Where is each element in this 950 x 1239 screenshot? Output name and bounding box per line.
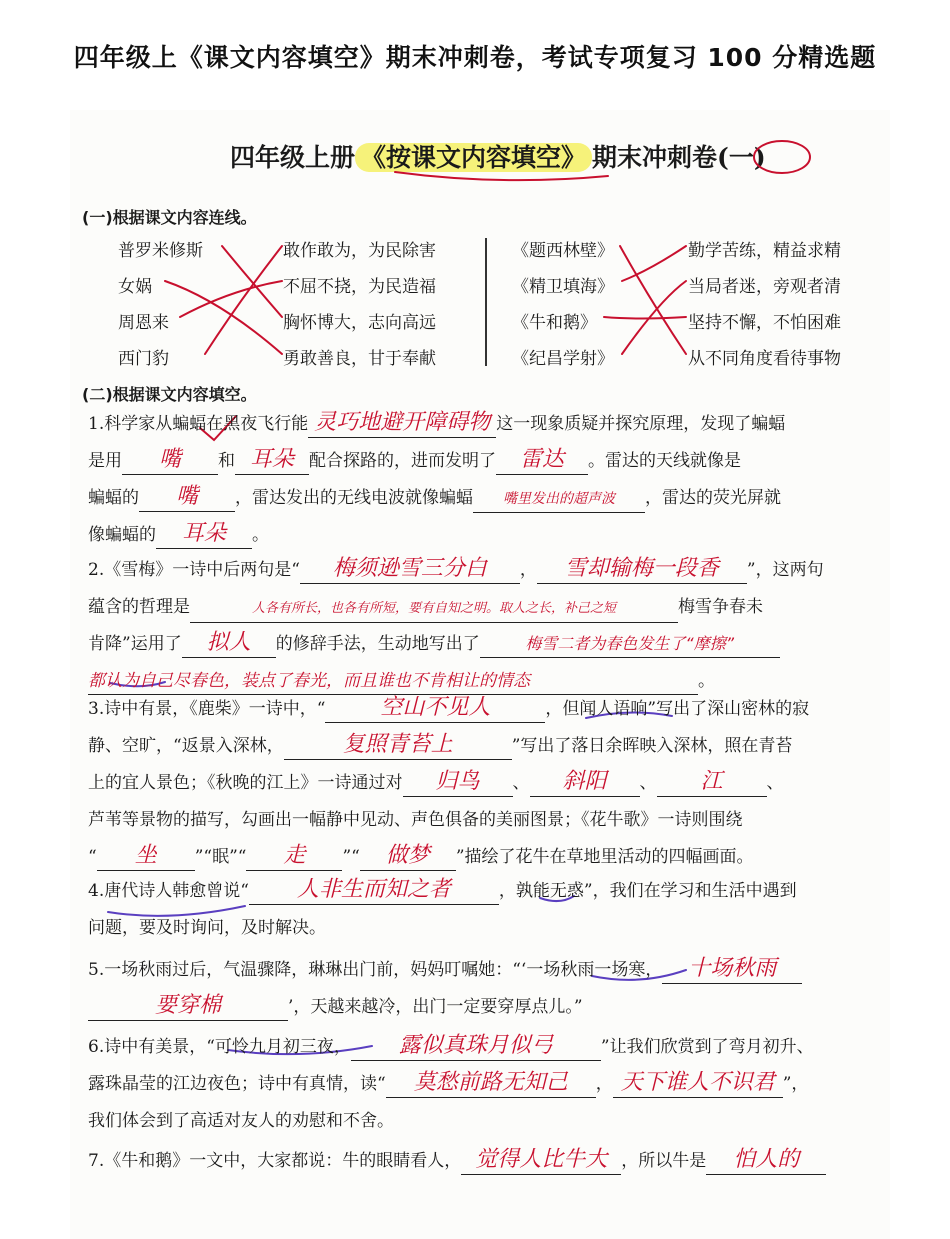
match-right-meaning: 坚持不懈，不怕困难 — [688, 313, 841, 333]
section1-heading: (一)根据课文内容连线。 — [82, 208, 257, 227]
answer-blank — [496, 447, 588, 475]
title-grade: 四年级上册 — [230, 143, 356, 172]
q3-text: “ — [88, 847, 97, 867]
q1-text: 和 — [218, 451, 235, 471]
answer-blank — [706, 1147, 826, 1175]
q6-text: ”让我们欣赏到了弯月初升、 — [600, 1037, 814, 1057]
q3-text: 、 — [639, 773, 657, 793]
title-number: (一) — [717, 143, 766, 172]
answer-blank — [662, 956, 802, 984]
answer-blank — [300, 556, 520, 584]
answer-blank — [530, 769, 640, 797]
q3-text: ”写出了落日余晖映入深林，照在青苔 — [511, 736, 793, 756]
match-right-meaning: 从不同角度看待事物 — [688, 349, 841, 369]
handwritten-answer: 归鸟 — [435, 769, 480, 794]
answer-blank — [235, 447, 309, 475]
q1-text: 这一现象质疑并探究原理，发现了蝙蝠 — [496, 414, 786, 434]
answer-blank — [139, 484, 235, 512]
q6-text: 露珠晶莹的江边夜色；诗中有真情，读“ — [88, 1074, 386, 1094]
q5-text: ’，天越来越冷，出门一定要穿厚点儿。” — [288, 997, 583, 1017]
match-left-trait: 不屈不挠，为民造福 — [283, 277, 436, 297]
question-6 — [88, 1029, 888, 1140]
handwritten-answer: 要穿棉 — [154, 993, 221, 1018]
answer-blank — [473, 485, 645, 513]
match-line — [622, 246, 686, 281]
q2-text: 2.《雪梅》一诗中后两句是“ — [88, 560, 300, 580]
match-left-trait: 勇敢善良，甘于奉献 — [283, 349, 436, 369]
question-1 — [88, 406, 888, 554]
handwritten-answer: 人各有所长，也各有所短，要有自知之明。取人之长，补己之短 — [251, 601, 616, 616]
question-7 — [88, 1143, 888, 1180]
answer-blank — [190, 594, 678, 623]
banner-title: 四年级上《课文内容填空》期末冲刺卷，考试专项复习 100 分精选题 — [73, 43, 877, 72]
q1-text: 。 — [252, 525, 269, 545]
q5-text: 5.一场秋雨过后，气温骤降，琳琳出门前，妈妈叮嘱她：“‘一场秋雨一场寒， — [88, 960, 663, 980]
handwritten-answer: 梅须逊雪三分白 — [332, 556, 487, 581]
handwritten-answer: 雷达 — [519, 447, 564, 472]
match-line — [620, 246, 686, 354]
q1-text: ，雷达的荧光屏就 — [645, 488, 781, 508]
question-5 — [88, 952, 888, 1026]
handwritten-answer: 怕人的 — [733, 1147, 800, 1172]
handwritten-answer: 斜阳 — [562, 769, 607, 794]
handwritten-answer: 复照青苔上 — [342, 732, 453, 757]
handwritten-answer: 都认为自己尽春色，装点了春光，而且谁也不肯相让的情态 — [88, 671, 530, 691]
answer-blank — [156, 521, 252, 549]
match-right-meaning: 当局者迷，旁观者清 — [688, 277, 841, 297]
q3-text: ，但闻人语响”写出了深山密林的寂 — [545, 699, 810, 719]
title-number-circle — [754, 141, 810, 173]
match-right-title: 《纪昌学射》 — [512, 349, 614, 369]
answer-blank — [386, 1070, 596, 1098]
q4-text: ，孰能无惑”，我们在学习和生活中遇到 — [498, 881, 797, 901]
handwritten-answer: 走 — [283, 843, 306, 868]
match-left-name: 普罗米修斯 — [118, 241, 203, 261]
answer-blank — [88, 993, 288, 1021]
q3-text: ”描绘了花牛在草地里活动的四幅画面。 — [455, 847, 754, 867]
question-3 — [88, 691, 888, 876]
match-left-name: 西门豹 — [118, 349, 169, 369]
q2-text: 的修辞手法，生动地写出了 — [275, 634, 480, 654]
q6-text: 我们体会到了高适对友人的劝慰和不舍。 — [88, 1111, 394, 1131]
q2-text: 肯降”运用了 — [88, 634, 182, 654]
q3-text: ”“眠”“ — [194, 847, 247, 867]
handwritten-answer: 拟人 — [206, 630, 251, 655]
answer-blank — [308, 410, 496, 438]
match-right-title: 《题西林壁》 — [512, 241, 614, 261]
q3-text: 上的宜人景色；《秋晚的江上》一诗通过对 — [88, 773, 403, 793]
answer-blank — [325, 695, 545, 723]
handwritten-answer: 灵巧地避开障碍物 — [314, 410, 491, 435]
q4-text: 问题，要及时询问，及时解决。 — [88, 918, 326, 938]
q3-text: 芦苇等景物的描写，勾画出一幅静中见动、声色俱备的美丽图景；《花牛歌》一诗则围绕 — [88, 810, 743, 830]
handwritten-answer: 雪却输梅一段香 — [564, 556, 719, 581]
q2-text: ， — [519, 560, 537, 580]
q3-text: 、 — [512, 773, 530, 793]
q1-text: 蝙蝠的 — [88, 488, 139, 508]
q3-text: 3.诗中有景，《鹿柴》一诗中，“ — [88, 699, 326, 719]
answer-blank — [537, 556, 747, 584]
q2-text: 蕴含的哲理是 — [88, 597, 190, 617]
handwritten-answer: 江 — [700, 769, 723, 794]
handwritten-answer: 耳朵 — [249, 447, 294, 472]
match-right-title: 《牛和鹅》 — [512, 313, 597, 333]
q1-text: ，雷达发出的无线电波就像蝙蝠 — [235, 488, 473, 508]
handwritten-answer: 梅雪二者为春色发生了“摩擦” — [525, 634, 734, 653]
handwritten-answer: 莫愁前路无知己 — [413, 1070, 568, 1095]
answer-blank — [246, 843, 342, 871]
match-right-title: 《精卫填海》 — [512, 277, 614, 297]
q2-text: ”，这两句 — [746, 560, 824, 580]
handwritten-answer: 嘴里发出的超声波 — [503, 491, 615, 507]
match-line — [604, 317, 686, 319]
q6-text: 6.诗中有美景，“可怜九月初三夜， — [88, 1037, 351, 1057]
q1-text: 配合探路的，进而发明了 — [309, 451, 496, 471]
handwritten-answer: 觉得人比牛大 — [475, 1147, 608, 1172]
match-left-trait: 敢作敢为，为民除害 — [283, 241, 436, 261]
q3-text: 、 — [766, 773, 784, 793]
q2-text: 。 — [698, 671, 715, 691]
title-highlight: 《按课文内容填空》 — [355, 143, 592, 172]
answer-blank — [249, 877, 499, 905]
q4-text: 4.唐代诗人韩愈曾说“ — [88, 881, 249, 901]
q6-text: ”， — [782, 1074, 809, 1094]
q7-text: ，所以牛是 — [621, 1151, 707, 1171]
handwritten-answer: 耳朵 — [181, 521, 226, 546]
question-2 — [88, 552, 888, 700]
handwritten-answer: 坐 — [134, 843, 157, 868]
answer-blank — [480, 631, 780, 658]
q1-text: 。雷达的天线就像是 — [588, 451, 741, 471]
match-left-trait: 胸怀博大，志向高远 — [283, 313, 436, 333]
handwritten-answer: 做梦 — [385, 843, 430, 868]
handwritten-answer: 空山不见人 — [380, 695, 491, 720]
q3-text: 静、空旷，“返景入深林， — [88, 736, 284, 756]
match-line — [165, 281, 282, 354]
q1-text: 是用 — [88, 451, 122, 471]
q2-text: 梅雪争春未 — [678, 597, 763, 617]
handwritten-answer: 嘴 — [175, 484, 198, 509]
title-underline-stroke — [395, 172, 608, 180]
q6-text: ， — [595, 1074, 613, 1094]
match-right-meaning: 勤学苦练，精益求精 — [688, 241, 841, 261]
match-left-name: 周恩来 — [118, 313, 169, 333]
answer-blank — [613, 1070, 783, 1098]
q7-text: 7.《牛和鹅》一文中，大家都说：牛的眼睛看人， — [88, 1151, 462, 1171]
match-left-name: 女娲 — [118, 277, 152, 297]
handwritten-answer: 嘴 — [158, 447, 181, 472]
answer-blank — [360, 843, 456, 871]
answer-blank — [284, 732, 512, 760]
handwritten-answer: 露似真珠月似弓 — [398, 1033, 553, 1058]
q1-text: 像蝙蝠的 — [88, 525, 156, 545]
answer-blank — [461, 1147, 621, 1175]
answer-blank — [97, 843, 195, 871]
question-4 — [88, 873, 888, 947]
handwritten-answer: 天下谁人不识君 — [620, 1070, 775, 1095]
answer-blank — [122, 447, 218, 475]
handwritten-answer: 十场秋雨 — [688, 956, 777, 981]
q3-text: ”“ — [342, 847, 360, 867]
answer-blank — [182, 630, 276, 658]
handwritten-answer: 人非生而知之者 — [296, 877, 451, 902]
q1-text: 1.科学家从蝙蝠在黑夜飞行能 — [88, 414, 309, 434]
title-suffix: 期末冲刺卷 — [592, 143, 718, 172]
section2-heading: (二)根据课文内容填空。 — [82, 385, 257, 404]
answer-blank — [403, 769, 513, 797]
answer-blank — [351, 1033, 601, 1061]
answer-blank — [657, 769, 767, 797]
